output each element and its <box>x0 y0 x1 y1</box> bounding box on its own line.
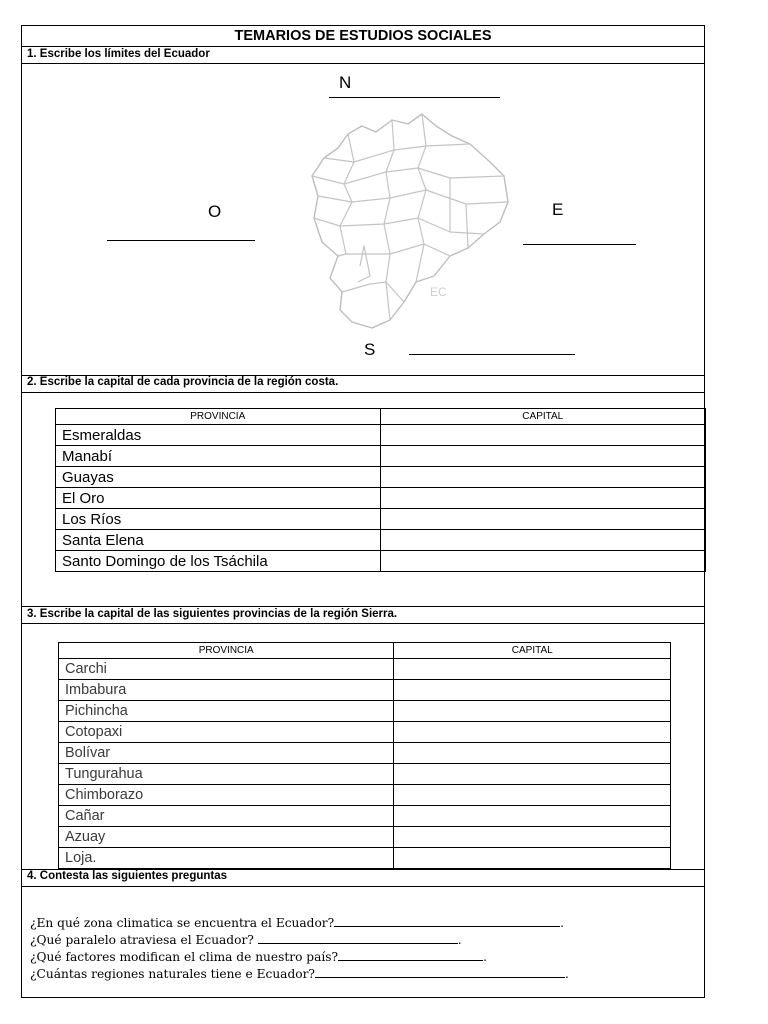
west-label: O <box>208 202 222 221</box>
capital-answer-cell[interactable] <box>394 659 671 680</box>
capital-answer-cell[interactable] <box>394 785 671 806</box>
table-row <box>59 659 671 680</box>
capital-answer-cell[interactable] <box>380 530 705 551</box>
west-answer-line[interactable] <box>107 240 255 241</box>
province-name: Imbabura <box>59 680 394 701</box>
table-row <box>59 827 671 848</box>
worksheet <box>21 25 705 998</box>
south-label: S <box>364 340 376 359</box>
answer-line[interactable] <box>334 915 560 927</box>
province-name: Santo Domingo de los Tsáchila <box>56 551 381 572</box>
north-answer-line[interactable] <box>329 97 500 98</box>
table-row <box>56 509 706 530</box>
question-text: ¿En qué zona climatica se encuentra el Ecuador? <box>30 916 335 930</box>
question-text: ¿Qué paralelo atraviesa el Ecuador? <box>30 933 258 947</box>
table-row <box>59 785 671 806</box>
table-row <box>59 743 671 764</box>
capital-answer-cell[interactable] <box>394 848 671 869</box>
table-row <box>56 467 706 488</box>
capital-answer-cell[interactable] <box>394 827 671 848</box>
column-header-province: PROVINCIA <box>56 409 381 425</box>
answer-line[interactable] <box>258 932 458 944</box>
province-name: Santa Elena <box>56 530 381 551</box>
province-name: Bolívar <box>59 743 394 764</box>
table-row <box>59 680 671 701</box>
question-text: ¿Cuántas regiones naturales tiene e Ecuador? <box>30 967 315 981</box>
table-row <box>56 488 706 509</box>
capital-answer-cell[interactable] <box>380 551 705 572</box>
north-label: N <box>339 73 352 92</box>
column-header-capital: CAPITAL <box>380 409 705 425</box>
table-row <box>59 701 671 722</box>
table-row <box>56 530 706 551</box>
province-name: Cañar <box>59 806 394 827</box>
province-name: Loja. <box>59 848 394 869</box>
capital-answer-cell[interactable] <box>380 467 705 488</box>
table-row <box>59 764 671 785</box>
page-title: TEMARIOS DE ESTUDIOS SOCIALES <box>234 28 492 44</box>
capital-answer-cell[interactable] <box>394 764 671 785</box>
divider <box>22 63 704 64</box>
province-name: Manabí <box>56 446 381 467</box>
capital-answer-cell[interactable] <box>380 509 705 530</box>
province-name: Azuay <box>59 827 394 848</box>
divider <box>22 886 704 887</box>
answer-line[interactable] <box>315 966 565 978</box>
province-name: El Oro <box>56 488 381 509</box>
table-row <box>59 848 671 869</box>
province-name: Pichincha <box>59 701 394 722</box>
province-name: Tungurahua <box>59 764 394 785</box>
map-region-label: EC <box>430 285 447 299</box>
province-name: Guayas <box>56 467 381 488</box>
province-name: Chimborazo <box>59 785 394 806</box>
east-answer-line[interactable] <box>523 244 636 245</box>
capital-answer-cell[interactable] <box>380 488 705 509</box>
capital-answer-cell[interactable] <box>380 425 705 446</box>
ecuador-map <box>300 106 512 336</box>
section-4-heading: 4. Contesta las siguientes preguntas <box>27 870 228 882</box>
east-label: E <box>552 200 564 219</box>
divider <box>22 392 704 393</box>
province-name: Esmeraldas <box>56 425 381 446</box>
section-1-heading: 1. Escribe los límites del Ecuador <box>27 48 210 60</box>
section-2-heading: 2. Escribe la capital de cada provincia de la región costa. <box>27 376 339 388</box>
capital-answer-cell[interactable] <box>394 722 671 743</box>
column-header-province: PROVINCIA <box>59 643 394 659</box>
province-name: Cotopaxi <box>59 722 394 743</box>
question-2 <box>30 932 462 947</box>
question-4 <box>30 966 569 981</box>
sierra-provinces-table <box>58 642 671 869</box>
table-row <box>56 446 706 467</box>
section-3-heading: 3. Escribe la capital de las siguientes provincias de la región Sierra. <box>27 608 398 620</box>
divider <box>22 606 704 607</box>
question-end: . <box>483 950 487 964</box>
question-end: . <box>560 916 565 930</box>
capital-answer-cell[interactable] <box>394 701 671 722</box>
costa-provinces-table <box>55 408 706 572</box>
question-text: ¿Qué factores modifican el clima de nuestro país? <box>30 950 339 964</box>
capital-answer-cell[interactable] <box>394 743 671 764</box>
question-end: . <box>457 933 462 947</box>
table-row <box>59 806 671 827</box>
question-end: . <box>564 967 569 981</box>
capital-answer-cell[interactable] <box>394 680 671 701</box>
divider <box>22 46 704 47</box>
table-row <box>59 722 671 743</box>
divider <box>22 623 704 624</box>
answer-line[interactable] <box>338 949 483 961</box>
province-name: Carchi <box>59 659 394 680</box>
question-1 <box>30 915 564 930</box>
province-name: Los Ríos <box>56 509 381 530</box>
column-header-capital: CAPITAL <box>394 643 671 659</box>
table-row <box>56 551 706 572</box>
capital-answer-cell[interactable] <box>380 446 705 467</box>
question-3 <box>30 949 487 964</box>
south-answer-line[interactable] <box>409 354 575 355</box>
capital-answer-cell[interactable] <box>394 806 671 827</box>
table-row <box>56 425 706 446</box>
